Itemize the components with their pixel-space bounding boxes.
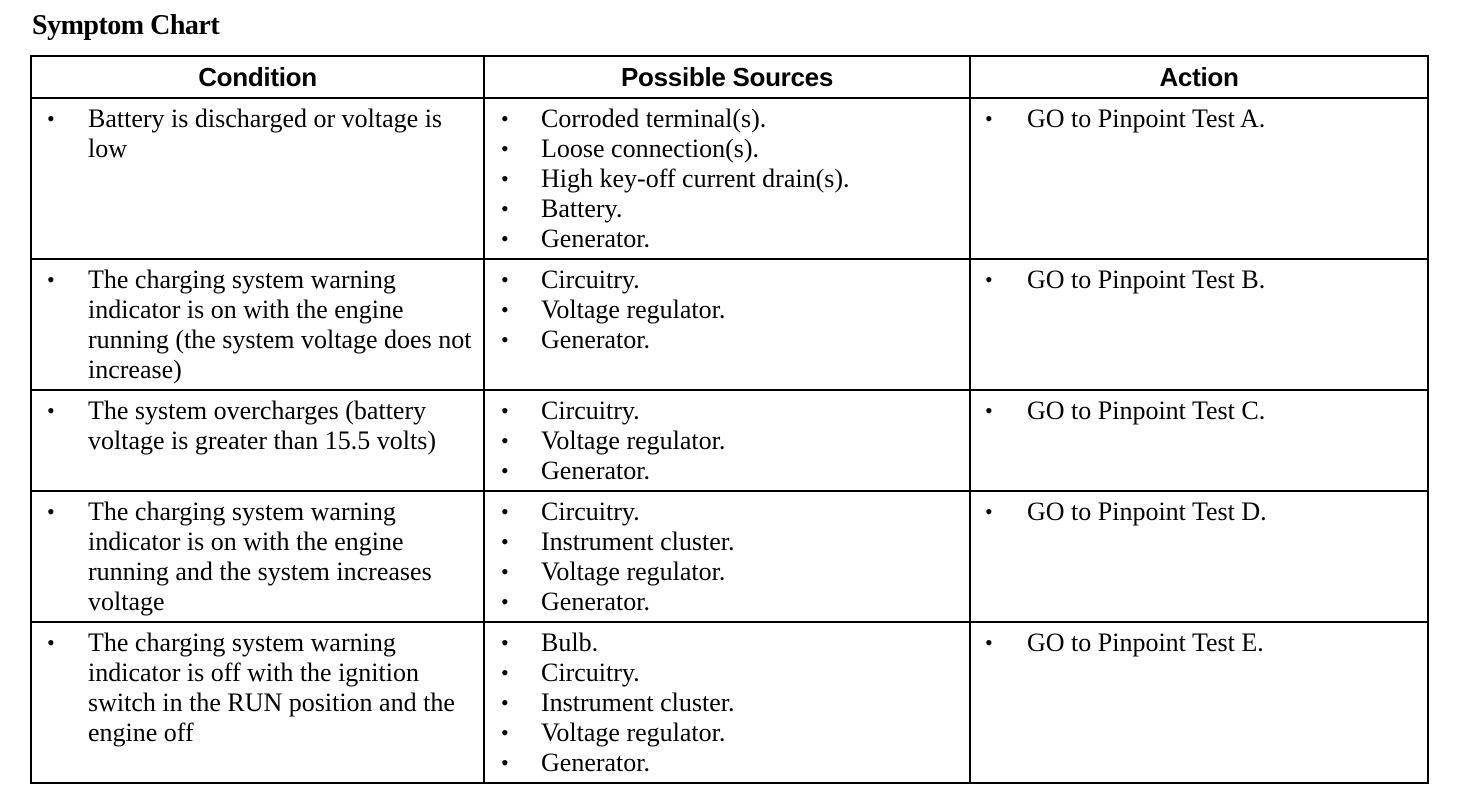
condition-item: • The charging system warning indicator is on with the engine running (the system voltage does not increase)	[32, 265, 483, 385]
source-item: • Circuitry.	[485, 265, 969, 295]
source-item: • Voltage regulator.	[485, 426, 969, 456]
source-item: • Generator.	[485, 456, 969, 486]
action-item: • GO to Pinpoint Test C.	[971, 396, 1427, 426]
source-item: • Loose connection(s).	[485, 134, 969, 164]
source-item: • Generator.	[485, 325, 969, 355]
condition-item: • Battery is discharged or voltage is low	[32, 104, 483, 164]
source-item: • Circuitry.	[485, 658, 969, 688]
condition-item: • The charging system warning indicator is off with the ignition switch in the RUN position and the engine off	[32, 628, 483, 748]
source-item: • Voltage regulator.	[485, 718, 969, 748]
condition-cell	[31, 98, 484, 259]
source-item: • Voltage regulator.	[485, 295, 969, 325]
condition-cell	[31, 259, 484, 390]
condition-cell	[31, 491, 484, 622]
action-item: • GO to Pinpoint Test A.	[971, 104, 1427, 134]
source-item: • Bulb.	[485, 628, 969, 658]
source-item: • Battery.	[485, 194, 969, 224]
source-item: • Instrument cluster.	[485, 688, 969, 718]
source-item: • Corroded terminal(s).	[485, 104, 969, 134]
action-item: • GO to Pinpoint Test D.	[971, 497, 1427, 527]
source-item: • Generator.	[485, 748, 969, 778]
action-cell	[970, 622, 1428, 783]
source-item: • High key-off current drain(s).	[485, 164, 969, 194]
source-item: • Circuitry.	[485, 497, 969, 527]
action-cell	[970, 390, 1428, 491]
sources-cell	[484, 622, 970, 783]
table-header-row	[31, 56, 1428, 98]
condition-item: • The charging system warning indicator is on with the engine running and the system increases voltage	[32, 497, 483, 617]
sources-cell	[484, 98, 970, 259]
action-item: • GO to Pinpoint Test B.	[971, 265, 1427, 295]
page-title: Symptom Chart	[32, 10, 220, 41]
source-item: • Generator.	[485, 224, 969, 254]
source-item: • Instrument cluster.	[485, 527, 969, 557]
source-item: • Circuitry.	[485, 396, 969, 426]
action-cell	[970, 98, 1428, 259]
column-header-possible-sources: Possible Sources	[484, 56, 970, 98]
table-row	[31, 259, 1428, 390]
action-item: • GO to Pinpoint Test E.	[971, 628, 1427, 658]
sources-cell	[484, 390, 970, 491]
source-item: • Generator.	[485, 587, 969, 617]
column-header-condition: Condition	[31, 56, 484, 98]
table-row	[31, 622, 1428, 783]
condition-cell	[31, 390, 484, 491]
sources-cell	[484, 259, 970, 390]
symptom-chart-table	[30, 55, 1429, 784]
table-row	[31, 390, 1428, 491]
source-item: • Voltage regulator.	[485, 557, 969, 587]
condition-cell	[31, 622, 484, 783]
table-row	[31, 98, 1428, 259]
column-header-action: Action	[970, 56, 1428, 98]
action-cell	[970, 259, 1428, 390]
action-cell	[970, 491, 1428, 622]
table-row	[31, 491, 1428, 622]
condition-item: • The system overcharges (battery voltage is greater than 15.5 volts)	[32, 396, 483, 456]
sources-cell	[484, 491, 970, 622]
